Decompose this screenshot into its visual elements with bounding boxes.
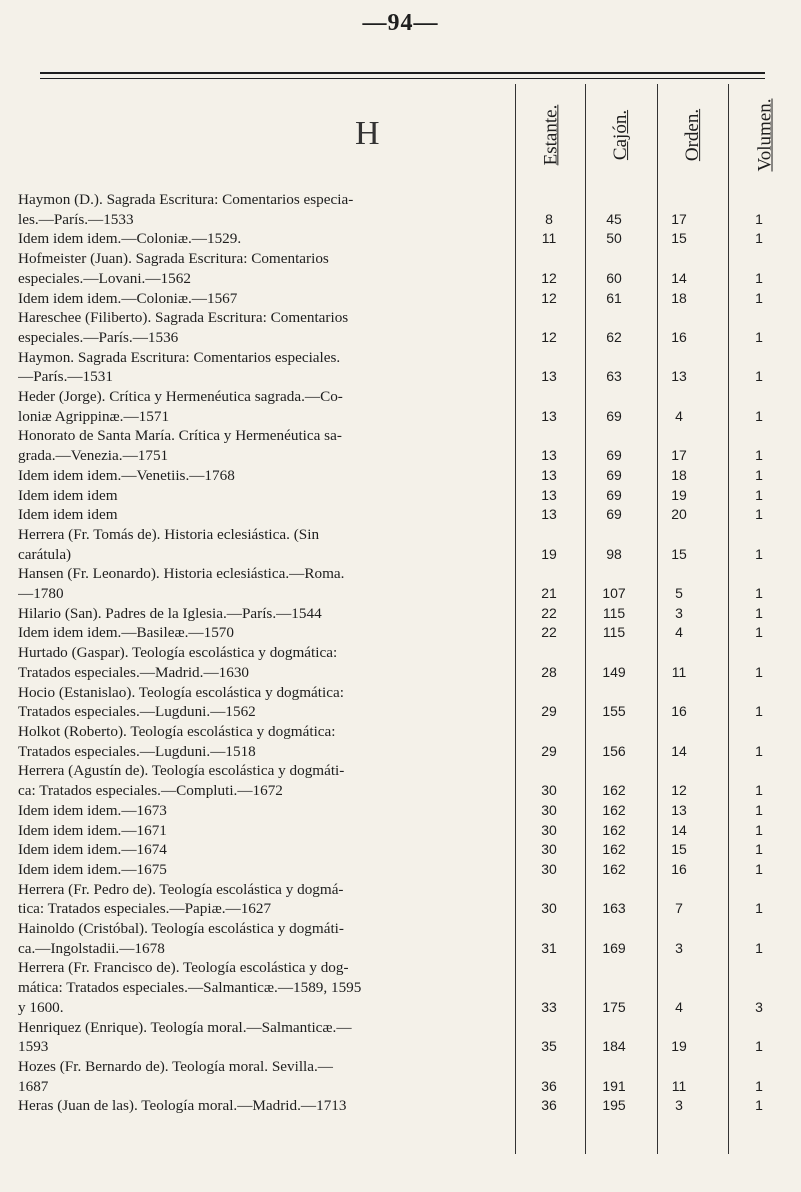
catalog-entry: [18, 761, 798, 800]
entry-line: Idem idem idem.—Basileæ.—1570: [18, 624, 234, 642]
catalog-entries: [18, 190, 798, 1116]
estante-value: 12: [541, 269, 557, 286]
estante-value: 36: [541, 1077, 557, 1094]
entry-line: Henriquez (Enrique). Teología moral.—Salmanticæ.—: [18, 1018, 352, 1036]
cajon-value: 162: [602, 821, 626, 838]
cajon-value: 115: [602, 624, 626, 641]
cajon-value: 115: [602, 604, 626, 621]
orden-value: 18: [671, 466, 687, 483]
catalog-entry: [18, 860, 798, 880]
catalog-entry: [18, 229, 798, 249]
entry-locators: [18, 840, 798, 860]
orden-value: 16: [671, 328, 687, 345]
volumen-value: 1: [755, 1097, 763, 1114]
estante-value: 13: [541, 368, 557, 385]
orden-value: 11: [671, 663, 687, 680]
entry-line: Herrera (Agustín de). Teología escolástica y dogmáti-: [18, 762, 345, 780]
orden-value: 14: [671, 269, 687, 286]
volumen-value: 1: [755, 210, 763, 227]
entry-locators: [18, 604, 798, 624]
entry-locators: [18, 821, 798, 841]
entry-locators: [18, 899, 798, 919]
orden-value: 7: [675, 900, 683, 917]
orden-value: 17: [671, 210, 687, 227]
orden-value: 14: [671, 821, 687, 838]
orden-value: 20: [671, 506, 687, 523]
estante-value: 33: [541, 998, 557, 1015]
catalog-entry: [18, 623, 798, 643]
estante-value: 13: [541, 506, 557, 523]
catalog-entry: [18, 919, 798, 958]
entry-line: ca: Tratados especiales.—Compluti.—1672: [18, 782, 283, 800]
catalog-entry: [18, 387, 798, 426]
catalog-entry: [18, 466, 798, 486]
cajon-value: 69: [606, 447, 622, 464]
entry-line: Hareschee (Filiberto). Sagrada Escritura: Comentarios: [18, 309, 349, 327]
cajon-value: 156: [602, 742, 626, 759]
catalog-entry: [18, 880, 798, 919]
orden-value: 16: [671, 703, 687, 720]
entry-locators: [18, 1096, 798, 1116]
orden-value: 19: [671, 1038, 687, 1055]
estante-value: 30: [541, 841, 557, 858]
estante-value: 13: [541, 407, 557, 424]
cajon-value: 69: [606, 506, 622, 523]
entry-line: Herrera (Fr. Pedro de). Teología escolástica y dogmá-: [18, 880, 344, 898]
catalog-entry: [18, 190, 798, 229]
estante-value: 30: [541, 860, 557, 877]
entry-line: Haymon. Sagrada Escritura: Comentarios especiales.: [18, 348, 341, 366]
volumen-value: 1: [755, 742, 763, 759]
entry-line: grada.—Venezia.—1751: [18, 447, 169, 465]
entry-line: ca.—Ingolstadii.—1678: [18, 939, 165, 957]
entry-locators: [18, 781, 798, 801]
entry-line: Idem idem idem: [18, 486, 118, 504]
estante-value: 8: [545, 210, 553, 227]
volumen-value: 1: [755, 407, 763, 424]
entry-line: y 1600.: [18, 998, 64, 1016]
catalog-entry: [18, 308, 798, 347]
orden-value: 3: [675, 939, 683, 956]
entry-line: Herrera (Fr. Tomás de). Historia eclesiástica. (Sin: [18, 525, 320, 543]
orden-value: 4: [675, 624, 683, 641]
orden-value: 16: [671, 860, 687, 877]
catalog-entry: [18, 643, 798, 682]
volumen-value: 1: [755, 289, 763, 306]
catalog-entry: [18, 486, 798, 506]
cajon-value: 69: [606, 486, 622, 503]
estante-value: 29: [541, 742, 557, 759]
entry-locators: [18, 505, 798, 525]
cajon-value: 50: [606, 230, 622, 247]
estante-value: 30: [541, 801, 557, 818]
entry-line: Hurtado (Gaspar). Teología escolástica y dogmática:: [18, 644, 338, 662]
cajon-value: 45: [606, 210, 622, 227]
volumen-value: 1: [755, 230, 763, 247]
volumen-value: 1: [755, 466, 763, 483]
header-rule: [40, 72, 765, 74]
volumen-value: 1: [755, 821, 763, 838]
estante-value: 19: [541, 545, 557, 562]
entry-locators: [18, 742, 798, 762]
estante-value: 11: [541, 230, 557, 247]
orden-value: 19: [671, 486, 687, 503]
entry-locators: [18, 702, 798, 722]
volumen-value: 3: [755, 998, 763, 1015]
volumen-value: 1: [755, 585, 763, 602]
catalog-entry: [18, 249, 798, 288]
estante-value: 13: [541, 486, 557, 503]
catalog-entry: [18, 348, 798, 387]
entry-line: Idem idem idem.—1673: [18, 801, 167, 819]
estante-value: 22: [541, 604, 557, 621]
volumen-value: 1: [755, 1038, 763, 1055]
orden-value: 15: [671, 545, 687, 562]
cajon-value: 60: [606, 269, 622, 286]
cajon-value: 162: [602, 841, 626, 858]
entry-line: Tratados especiales.—Lugduni.—1518: [18, 742, 256, 760]
entry-line: Idem idem idem.—1674: [18, 841, 167, 859]
catalog-entry: [18, 840, 798, 860]
orden-value: 17: [671, 447, 687, 464]
catalog-entry: [18, 722, 798, 761]
volumen-value: 1: [755, 860, 763, 877]
estante-value: 30: [541, 900, 557, 917]
volumen-value: 1: [755, 447, 763, 464]
volumen-value: 1: [755, 328, 763, 345]
estante-value: 13: [541, 466, 557, 483]
orden-value: 3: [675, 1097, 683, 1114]
cajon-value: 69: [606, 407, 622, 424]
cajon-value: 149: [602, 663, 626, 680]
estante-value: 28: [541, 663, 557, 680]
entry-line: Holkot (Roberto). Teología escolástica y dogmática:: [18, 722, 336, 740]
entry-locators: [18, 1037, 798, 1057]
orden-value: 15: [671, 230, 687, 247]
orden-value: 12: [671, 782, 687, 799]
header-rule-thin: [40, 78, 765, 79]
entry-line: Herrera (Fr. Francisco de). Teología escolástica y dog-: [18, 959, 349, 977]
volumen-value: 1: [755, 841, 763, 858]
volumen-value: 1: [755, 269, 763, 286]
column-header-orden: Orden.: [681, 108, 703, 162]
catalog-entry: [18, 426, 798, 465]
column-header-cajon: Cajón.: [609, 109, 631, 161]
entry-locators: [18, 466, 798, 486]
volumen-value: 1: [755, 624, 763, 641]
entry-locators: [18, 328, 798, 348]
entry-locators: [18, 446, 798, 466]
catalog-entry: [18, 958, 798, 1017]
entry-line: —1780: [18, 585, 64, 603]
volumen-value: 1: [755, 486, 763, 503]
cajon-value: 195: [602, 1097, 626, 1114]
volumen-value: 1: [755, 506, 763, 523]
entry-line: Haymon (D.). Sagrada Escritura: Comentarios especia-: [18, 191, 354, 208]
entry-locators: [18, 623, 798, 643]
cajon-value: 61: [606, 289, 622, 306]
cajon-value: 163: [602, 900, 626, 917]
entry-locators: [18, 939, 798, 959]
cajon-value: 175: [602, 998, 626, 1015]
section-letter: H: [355, 115, 380, 152]
entry-locators: [18, 545, 798, 565]
estante-value: 31: [541, 939, 557, 956]
cajon-value: 162: [602, 801, 626, 818]
cajon-value: 62: [606, 328, 622, 345]
volumen-value: 1: [755, 900, 763, 917]
entry-line: Idem idem idem.—Coloniæ.—1529.: [18, 230, 242, 248]
cajon-value: 107: [602, 585, 626, 602]
entry-line: especiales.—París.—1536: [18, 328, 179, 346]
orden-value: 13: [671, 801, 687, 818]
catalog-entry: [18, 821, 798, 841]
entry-locators: [18, 860, 798, 880]
cajon-value: 162: [602, 860, 626, 877]
entry-line: tica: Tratados especiales.—Papiæ.—1627: [18, 900, 272, 918]
entry-line: Idem idem idem.—Coloniæ.—1567: [18, 289, 238, 307]
entry-line: Hansen (Fr. Leonardo). Historia eclesiástica.—Roma.: [18, 565, 345, 583]
estante-value: 30: [541, 782, 557, 799]
entry-locators: [18, 269, 798, 289]
catalog-entry: [18, 604, 798, 624]
entry-line: mática: Tratados especiales.—Salmanticæ.—1589, 1595: [18, 979, 362, 997]
entry-line: carátula): [18, 545, 72, 563]
entry-line: Honorato de Santa María. Crítica y Hermenéutica sa-: [18, 427, 342, 445]
volumen-value: 1: [755, 1077, 763, 1094]
cajon-value: 98: [606, 545, 622, 562]
orden-value: 4: [675, 407, 683, 424]
orden-value: 13: [671, 368, 687, 385]
entry-locators: [18, 210, 798, 230]
volumen-value: 1: [755, 663, 763, 680]
entry-locators: [18, 407, 798, 427]
entry-line: especiales.—Lovani.—1562: [18, 269, 191, 287]
entry-locators: [18, 801, 798, 821]
estante-value: 21: [541, 585, 557, 602]
catalog-entry: [18, 1018, 798, 1057]
catalog-entry: [18, 525, 798, 564]
volumen-value: 1: [755, 801, 763, 818]
estante-value: 13: [541, 447, 557, 464]
entry-line: Idem idem idem.—1675: [18, 860, 167, 878]
entry-locators: [18, 1077, 798, 1097]
catalog-entry: [18, 505, 798, 525]
entry-line: 1687: [18, 1077, 49, 1095]
entry-line: Tratados especiales.—Lugduni.—1562: [18, 703, 256, 721]
entry-line: Heder (Jorge). Crítica y Hermenéutica sagrada.—Co-: [18, 388, 343, 406]
estante-value: 35: [541, 1038, 557, 1055]
entry-locators: [18, 289, 798, 309]
volumen-value: 1: [755, 703, 763, 720]
entry-locators: [18, 486, 798, 506]
orden-value: 4: [675, 998, 683, 1015]
column-header-volumen: Volumen.: [754, 98, 776, 172]
entry-line: 1593: [18, 1038, 49, 1056]
estante-value: 36: [541, 1097, 557, 1114]
estante-value: 30: [541, 821, 557, 838]
entry-locators: [18, 998, 798, 1018]
entry-line: Idem idem idem: [18, 506, 118, 524]
column-header-estante: Estante.: [540, 104, 561, 166]
entry-line: Hilario (San). Padres de la Iglesia.—París.—1544: [18, 604, 322, 622]
cajon-value: 155: [602, 703, 626, 720]
page-number: —94—: [362, 10, 439, 36]
entry-line: —París.—1531: [18, 368, 113, 386]
volumen-value: 1: [755, 604, 763, 621]
entry-line: Hofmeister (Juan). Sagrada Escritura: Comentarios: [18, 250, 329, 268]
cajon-value: 169: [602, 939, 626, 956]
estante-value: 29: [541, 703, 557, 720]
volumen-value: 1: [755, 368, 763, 385]
volumen-value: 1: [755, 545, 763, 562]
entry-line: Hainoldo (Cristóbal). Teología escolástica y dogmáti-: [18, 920, 344, 938]
orden-value: 11: [671, 1077, 687, 1094]
orden-value: 18: [671, 289, 687, 306]
orden-value: 14: [671, 742, 687, 759]
volumen-value: 1: [755, 782, 763, 799]
entry-line: loniæ Agrippinæ.—1571: [18, 407, 170, 425]
orden-value: 15: [671, 841, 687, 858]
entry-line: Heras (Juan de las). Teología moral.—Madrid.—1713: [18, 1097, 347, 1115]
entry-locators: [18, 229, 798, 249]
entry-line: Idem idem idem.—1671: [18, 821, 167, 839]
entry-line: Tratados especiales.—Madrid.—1630: [18, 663, 250, 681]
entry-line: Hozes (Fr. Bernardo de). Teología moral. Sevilla.—: [18, 1057, 333, 1075]
entry-line: Idem idem idem.—Venetiis.—1768: [18, 466, 235, 484]
entry-line: Hocio (Estanislao). Teología escolástica y dogmática:: [18, 683, 344, 701]
cajon-value: 184: [602, 1038, 626, 1055]
catalog-entry: [18, 564, 798, 603]
entry-locators: [18, 584, 798, 604]
catalog-entry: [18, 1057, 798, 1096]
cajon-value: 191: [602, 1077, 626, 1094]
entry-locators: [18, 367, 798, 387]
estante-value: 12: [541, 289, 557, 306]
cajon-value: 69: [606, 466, 622, 483]
volumen-value: 1: [755, 939, 763, 956]
catalog-entry: [18, 1096, 798, 1116]
catalog-entry: [18, 801, 798, 821]
catalog-entry: [18, 683, 798, 722]
cajon-value: 63: [606, 368, 622, 385]
estante-value: 22: [541, 624, 557, 641]
entry-line: les.—París.—1533: [18, 210, 134, 228]
estante-value: 12: [541, 328, 557, 345]
orden-value: 3: [675, 604, 683, 621]
orden-value: 5: [675, 585, 683, 602]
entry-locators: [18, 663, 798, 683]
catalog-entry: [18, 289, 798, 309]
cajon-value: 162: [602, 782, 626, 799]
